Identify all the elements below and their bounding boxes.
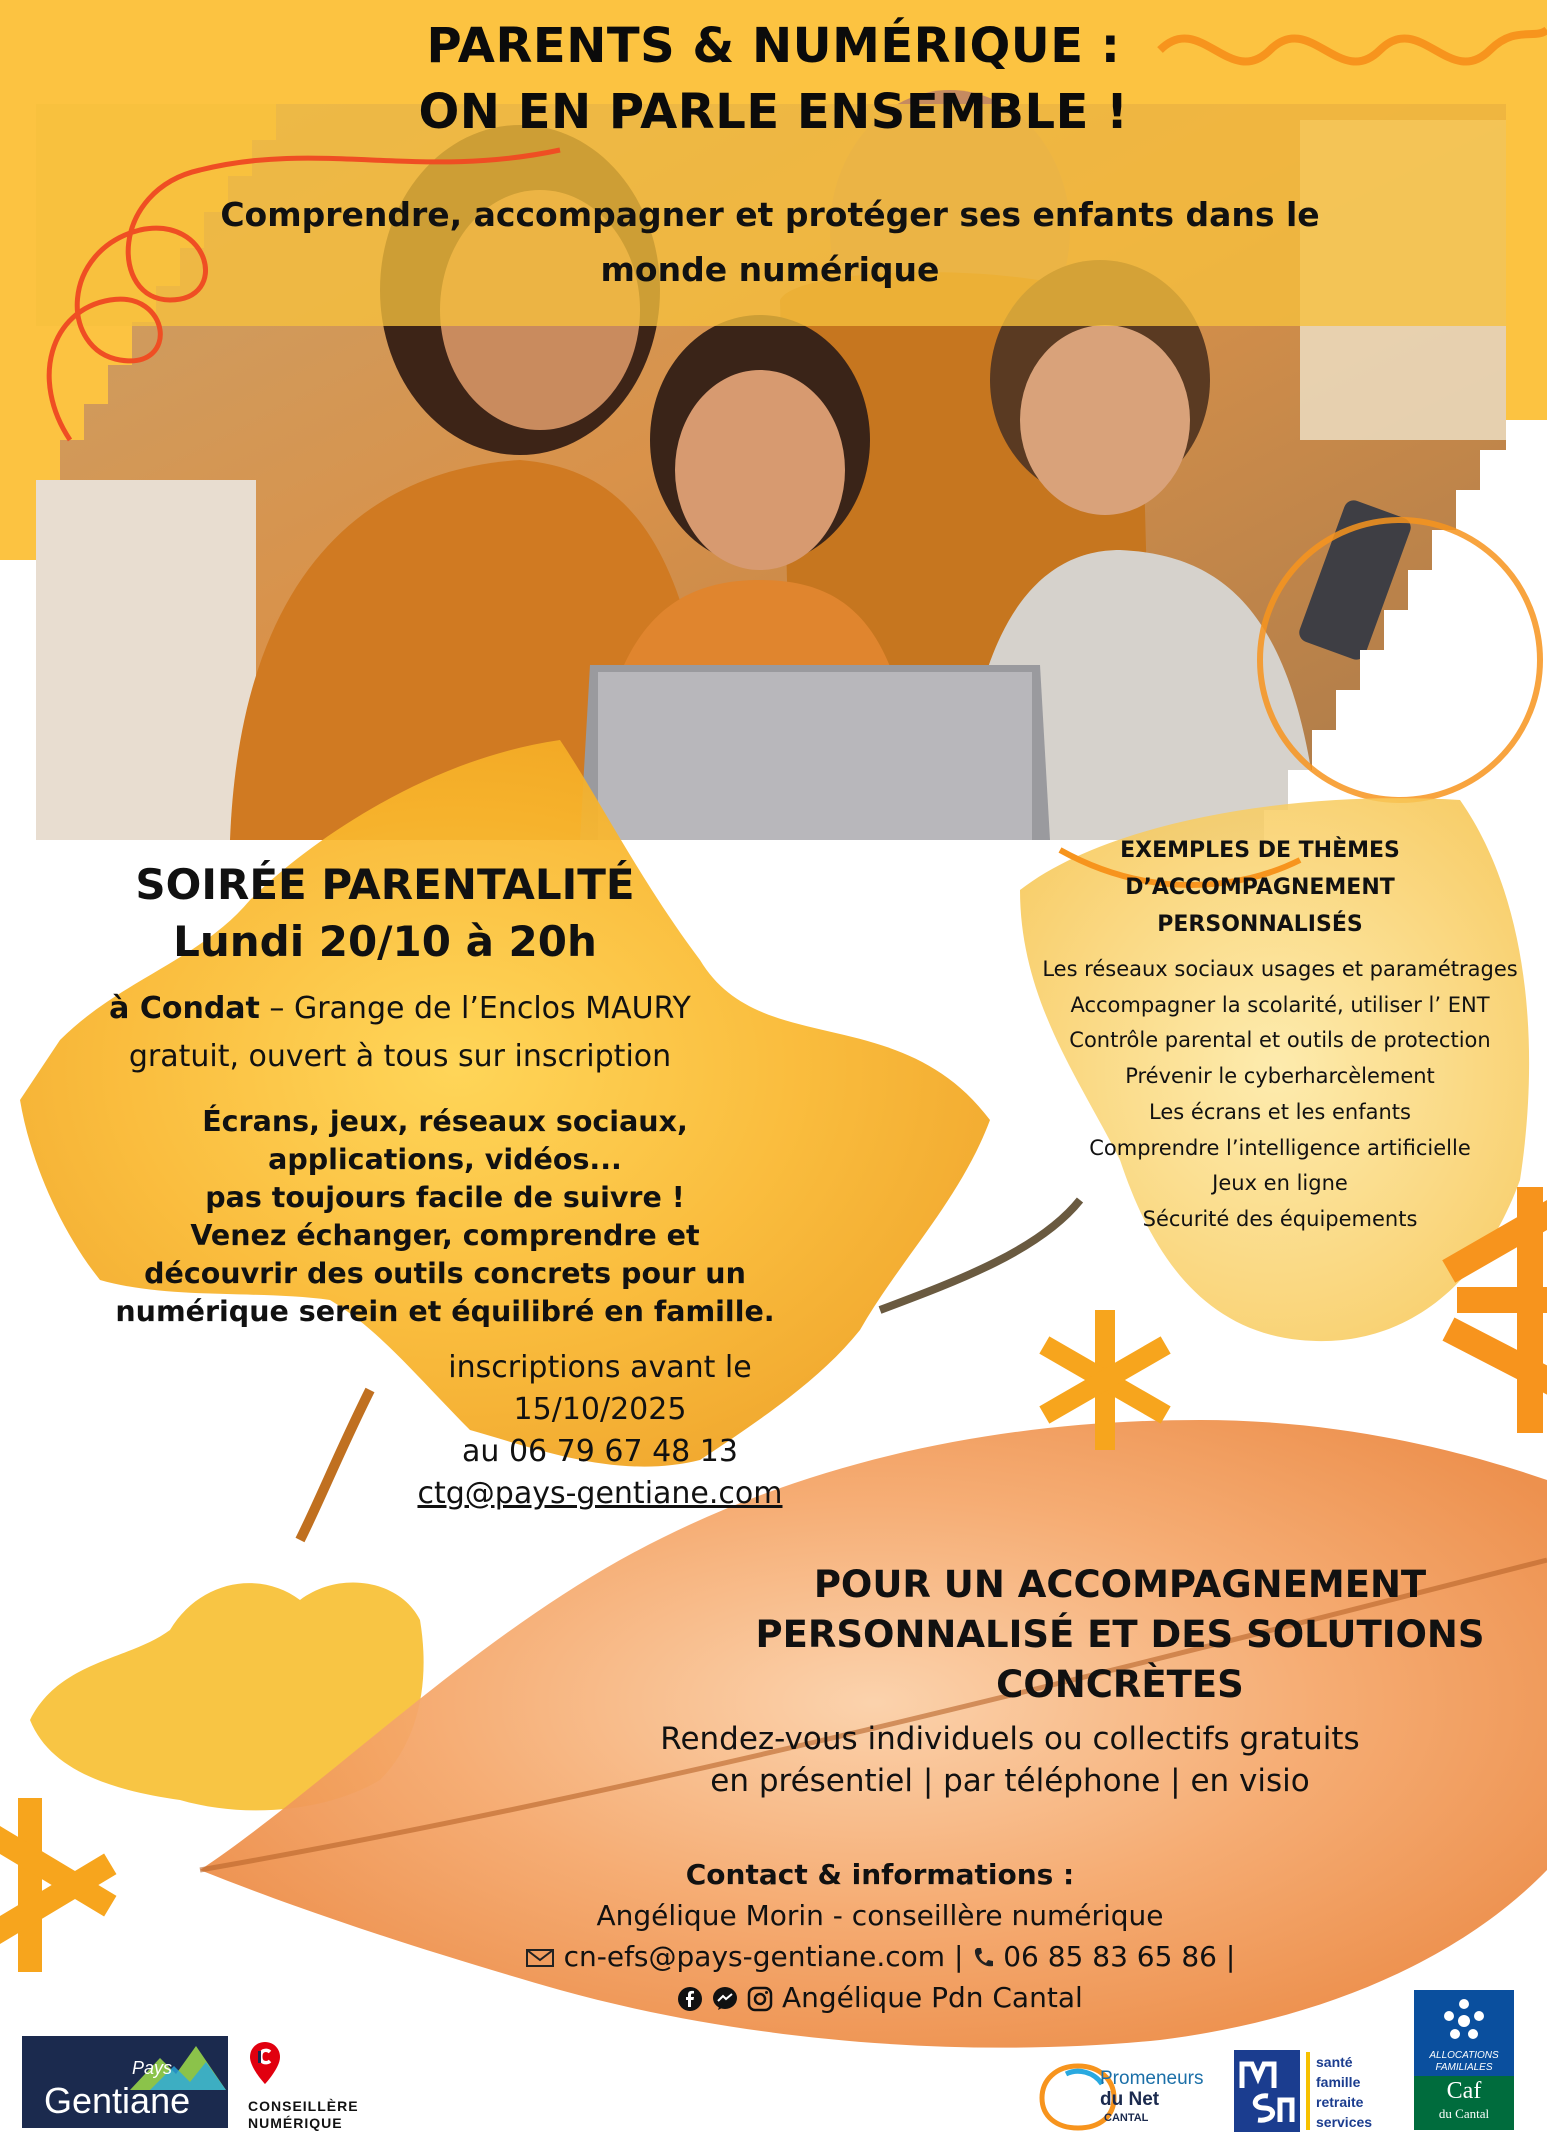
theme-item: Jeux en ligne	[1212, 1171, 1348, 1196]
event-date: Lundi 20/10 à 20h	[173, 917, 597, 966]
caf-top-line2: FAMILIALES	[1435, 2062, 1493, 2073]
event-access: gratuit, ouvert à tous sur inscription	[128, 1039, 672, 1074]
messenger-icon[interactable]	[712, 1986, 738, 2012]
msa-words	[1316, 2052, 1372, 2132]
conseillere-numerique-logo	[248, 2040, 368, 2134]
msa-letters-icon	[1234, 2050, 1300, 2132]
promeneurs-logo-line2: du Net	[1100, 2089, 1160, 2110]
registration-email-link[interactable]: ctg@pays-gentiane.com	[417, 1476, 783, 1511]
pitch-line: numérique serein et équilibré en famille.	[115, 1295, 775, 1328]
msa-logo	[1234, 2050, 1394, 2132]
promeneurs-logo-line1: Promeneurs	[1100, 2068, 1204, 2089]
title-line-1: PARENTS & NUMÉRIQUE :	[426, 18, 1121, 74]
registration-deadline: 15/10/2025	[513, 1392, 687, 1427]
subtitle-line-2: monde numérique	[600, 250, 940, 289]
event-place-town: à Condat	[109, 991, 260, 1026]
contact-block	[440, 1854, 1320, 2018]
caf-subtitle: du Cantal	[1438, 2106, 1490, 2121]
theme-item: Les réseaux sociaux usages et paramétrages	[1042, 957, 1518, 981]
theme-item: Prévenir le cyberharcèlement	[1125, 1064, 1435, 1089]
theme-item: Comprendre l’intelligence artificielle	[1089, 1135, 1471, 1160]
contact-heading: Contact & informations :	[685, 1858, 1075, 1891]
contact-person: Angélique Morin - conseillère numérique	[596, 1899, 1164, 1932]
facebook-icon[interactable]	[677, 1986, 703, 2012]
event-pitch	[100, 1103, 790, 1331]
theme-item: Les écrans et les enfants	[1149, 1099, 1411, 1124]
contact-separator: |	[945, 1940, 964, 1973]
msa-word: retraite	[1316, 2094, 1364, 2110]
theme-item: Accompagner la scolarité, utiliser l’ ENT	[1070, 992, 1490, 1017]
theme-item: Sécurité des équipements	[1142, 1206, 1418, 1231]
themes-title-line: PERSONNALISÉS	[1157, 912, 1363, 937]
caf-family-icon	[1439, 1996, 1489, 2046]
caf-name: Caf	[1446, 2078, 1482, 2104]
accompaniment-text	[560, 1718, 1460, 1802]
accompaniment-title-line: CONCRÈTES	[996, 1663, 1244, 1706]
themes-list	[1000, 952, 1547, 1238]
conseillere-logo-line2: NUMÉRIQUE	[248, 2115, 343, 2131]
pitch-line: applications, vidéos...	[268, 1143, 622, 1176]
msa-word: famille	[1316, 2074, 1361, 2090]
themes-title-line: EXEMPLES DE THÈMES	[1120, 838, 1400, 863]
accompaniment-title-line: PERSONNALISÉ ET DES SOLUTIONS	[755, 1613, 1485, 1656]
pays-logo-small-text: Pays	[132, 2058, 173, 2078]
accompaniment-title-line: POUR UN ACCOMPAGNEMENT	[813, 1563, 1427, 1606]
accompaniment-text-line: en présentiel | par téléphone | en visio	[710, 1763, 1310, 1799]
pitch-line: pas toujours facile de suivre !	[205, 1181, 685, 1214]
registration-info	[360, 1347, 840, 1515]
promeneurs-du-net-logo	[1038, 2050, 1218, 2134]
caf-top-line1: ALLOCATIONS	[1429, 2050, 1499, 2061]
caf-logo	[1414, 1990, 1514, 2130]
instagram-icon[interactable]	[747, 1986, 773, 2012]
contact-social-name[interactable]: Angélique Pdn Cantal	[781, 1981, 1083, 2014]
pays-gentiane-logo	[22, 2036, 228, 2128]
themes-title	[1000, 832, 1520, 943]
accompaniment-title	[700, 1560, 1540, 1710]
contact-phone-link[interactable]: 06 85 83 65 86 |	[1003, 1940, 1236, 1973]
msa-logo-mark	[1234, 2050, 1300, 2132]
gentiane-logo-text: Gentiane	[44, 2080, 191, 2121]
event-place-venue: – Grange de l’Enclos MAURY	[259, 991, 691, 1026]
registration-line: inscriptions avant le	[448, 1350, 752, 1385]
envelope-icon	[525, 1947, 555, 1969]
msa-word: santé	[1316, 2054, 1353, 2070]
event-title: SOIRÉE PARENTALITÉ	[135, 860, 635, 909]
title-line-2: ON EN PARLE ENSEMBLE !	[418, 84, 1129, 140]
conseillere-logo-line1: CONSEILLÈRE	[248, 2098, 359, 2114]
theme-item: Contrôle parental et outils de protection	[1069, 1028, 1491, 1053]
event-place	[40, 985, 760, 1033]
themes-title-line: D’ACCOMPAGNEMENT	[1125, 875, 1395, 900]
contact-email-link[interactable]: cn-efs@pays-gentiane.com	[563, 1940, 946, 1973]
msa-divider	[1306, 2052, 1310, 2130]
orange-star-left	[0, 1810, 100, 1960]
contact-social-line	[440, 1977, 1320, 2018]
registration-phone[interactable]: au 06 79 67 48 13	[462, 1434, 738, 1469]
phone-icon	[972, 1946, 994, 1970]
pitch-line: Écrans, jeux, réseaux sociaux,	[202, 1105, 688, 1138]
contact-line	[440, 1936, 1320, 1977]
location-pin-icon	[248, 2040, 282, 2086]
accompaniment-text-line: Rendez-vous individuels ou collectifs gratuits	[660, 1721, 1360, 1757]
msa-word: services	[1316, 2114, 1373, 2130]
pitch-line: découvrir des outils concrets pour un	[144, 1257, 746, 1290]
pitch-line: Venez échanger, comprendre et	[190, 1219, 700, 1252]
promeneurs-logo-line3: CANTAL	[1104, 2112, 1149, 2124]
subtitle-line-1: Comprendre, accompagner et protéger ses enfants dans le	[220, 195, 1320, 234]
